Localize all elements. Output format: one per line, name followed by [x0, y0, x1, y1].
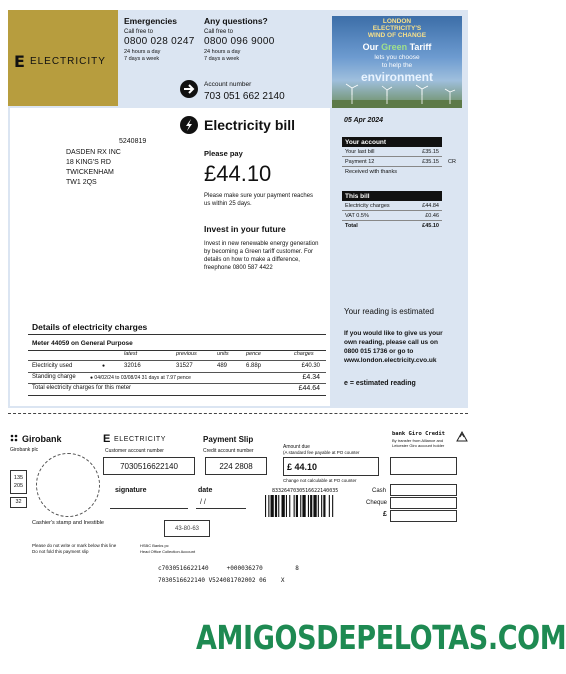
barcode-bar [313, 495, 316, 517]
col-latest: latest [124, 351, 138, 357]
brand-name: ELECTRICITY [29, 56, 106, 67]
amount-note: Change not calculable at PO counter [283, 478, 357, 483]
this-bill-title: This bill [342, 191, 442, 201]
brand-logo-box [8, 10, 118, 106]
sort-code-box: 43-80-63 [164, 520, 210, 537]
date-value: / / [200, 499, 206, 506]
cash-label: Cash [372, 488, 387, 494]
reading-body: If you would like to give us your own reading, please call us on 0800 015 1736 or go to www.london.electricity.cvo.uk [344, 330, 443, 364]
barcode-bar [271, 495, 274, 517]
address-line-2: 18 KING'S RD [66, 159, 111, 166]
please-pay-label: Please pay [204, 149, 243, 158]
details-title: Details of electricity charges [32, 322, 148, 332]
your-account-title: Your account [342, 137, 442, 147]
summary-row: Total £45.10 [345, 222, 439, 229]
brand-logo [14, 52, 106, 71]
summary-row: Your last bill £35.15 [342, 147, 442, 157]
meter-label: Meter 44059 on General Purpose [32, 340, 133, 347]
col-previous: previous [176, 351, 197, 357]
emergencies-title: Emergencies [124, 16, 177, 26]
bill-reference: 5240819 [119, 138, 147, 145]
promo-environment: environment [360, 70, 433, 84]
barcode-bar [289, 495, 290, 517]
reading-title: Your reading is estimated [344, 307, 434, 316]
barcode-bar [302, 495, 305, 517]
barcode-bar [310, 495, 312, 517]
total-charges-value: £44.64 [298, 385, 320, 392]
lightning-icon [180, 116, 198, 134]
payment-slip-title: Payment Slip [203, 435, 254, 444]
standing-charge-detail: ● 04/02/24 to 03/08/24 31 days at 7.97 pence [90, 375, 191, 381]
summary-row: Received with thanks [345, 168, 397, 175]
slip-notes [32, 543, 116, 555]
cashier-stamp-circle [36, 453, 100, 517]
barcode-bar [332, 495, 333, 517]
credit-account-number: 224 2808 [205, 457, 267, 475]
signature-label: signature [115, 487, 147, 494]
tear-line [8, 413, 468, 414]
promo-line-2: ELECTRICITY'S [372, 25, 422, 32]
questions-sub: Call free to [204, 29, 234, 35]
account-number: 703 051 662 2140 [204, 91, 285, 102]
standing-charge-label: Standing charge [32, 374, 76, 380]
barcode-bar [321, 495, 322, 517]
customer-address [66, 148, 121, 188]
slip-note-1: Please do not write or mark below this line [32, 543, 117, 548]
reading-legend: e = estimated reading [344, 380, 416, 387]
hsbc-notes [140, 543, 195, 554]
bank-giro-title: bank Giro Credit [392, 431, 445, 437]
invest-title: Invest in your future [204, 224, 286, 234]
col-units: units [217, 351, 229, 357]
charges-value: £40.30 [301, 363, 320, 369]
barcode-bar [308, 495, 309, 517]
barcode-icon [265, 495, 357, 517]
girobank-mark-icon [10, 434, 20, 444]
electricity-used-label: Electricity used [32, 363, 73, 369]
your-account-summary [342, 137, 456, 176]
signature-line [110, 508, 188, 509]
this-bill-summary [342, 191, 442, 230]
promo-title: Our Green Tariff [362, 42, 432, 52]
girobank-logo [10, 434, 62, 444]
address-line-3: TWICKENHAM [66, 169, 114, 176]
promo-line-3: WIND OF CHANGE [367, 32, 427, 39]
customer-account-number: 7030516622140 [103, 457, 195, 475]
emergencies-block [124, 16, 202, 63]
bank-giro-sub: By transfer from Alliance and Leicester Giro account holder [392, 438, 445, 448]
emergencies-number: 0800 028 0247 [124, 36, 195, 47]
emergencies-hours-1: 24 hours a day [124, 49, 161, 55]
barcode-bar [300, 495, 301, 517]
questions-title: Any questions? [204, 16, 268, 26]
bill-title: Electricity bill [204, 117, 296, 133]
pence-value: 6.88p [246, 363, 262, 369]
summary-row: Electricity charges £44.84 [342, 201, 442, 211]
date-label: date [198, 487, 213, 494]
promo-line-1: LONDON [382, 18, 412, 25]
payment-note: Please make sure your payment reaches us within 25 days. [204, 193, 314, 207]
recycle-icon [455, 431, 469, 445]
amount-due-sub: (A standard fee payable at PO counter [283, 450, 360, 455]
promo-help: to help the [381, 61, 413, 69]
questions-hours-2: 7 days a week [204, 56, 240, 62]
barcode-bar [294, 495, 295, 517]
barcode-bar [323, 495, 325, 517]
barcode-text: 8332647030516622140035 [272, 488, 339, 494]
amount-due-label: Amount due [283, 444, 310, 450]
promo-lets: lets you choose [374, 54, 420, 61]
side-number-32: 32 [10, 497, 27, 508]
barcode-bar [296, 495, 298, 517]
hsbc-line-2: Head Office Collection Account [140, 548, 196, 554]
col-charges: charges [294, 351, 314, 357]
invest-body: Invest in new renewable energy generation by becoming a Green tariff customer. For details on how to make a difference, freephone 0800 587 4422 [204, 241, 319, 271]
pound-label: £ [383, 511, 387, 518]
questions-number: 0800 096 9000 [204, 36, 275, 47]
cheque-field[interactable] [390, 497, 457, 509]
wind-turbines-icon [332, 78, 462, 108]
standing-charge-value: £4.34 [302, 374, 320, 381]
address-line-1: DASDEN RX INC [66, 149, 121, 156]
barcode-bar [282, 495, 285, 517]
micr-line-2: 7030516622140 V524081702002 06 X [158, 577, 285, 584]
barcode-bar [275, 495, 277, 517]
total-charges-label: Total electricity charges for this meter [32, 385, 132, 391]
summary-row: Payment 12 £35.15 CR [342, 157, 442, 167]
barcode-bar [286, 495, 287, 517]
slip-amount: £ 44.10 [283, 457, 379, 476]
questions-block [204, 16, 314, 63]
brand-mark: E [14, 52, 26, 71]
account-label: Account number [204, 81, 252, 88]
date-line [196, 508, 246, 509]
barcode-bar [318, 495, 319, 517]
slip-note-2: Do not fold this payment slip [32, 549, 89, 554]
side-numbers-box: 135 205 [10, 470, 27, 494]
barcode-bar [278, 495, 279, 517]
units-value: 489 [217, 363, 228, 369]
col-pence: pence [246, 351, 261, 357]
cashier-stamp-label: Cashier's stamp and Inestible [32, 520, 104, 526]
estimated-mark: ● [102, 363, 106, 369]
slip-brand-logo: E ELECTRICITY [103, 433, 167, 445]
bill-date: 05 Apr 2024 [344, 117, 384, 124]
arrow-right-icon [180, 80, 198, 98]
green-tariff-promo [332, 16, 462, 108]
emergencies-sub: Call free to [124, 29, 154, 35]
questions-hours-1: 24 hours a day [204, 49, 241, 55]
micr-line-1: c7030516622140 +000036270 8 [158, 565, 299, 572]
barcode-bar [329, 495, 330, 517]
latest-value: 32016 [124, 363, 141, 369]
bank-giro-box [390, 457, 457, 475]
watermark-text: AMIGOSDEPELOTAS.COM [196, 618, 566, 657]
cash-field[interactable] [390, 484, 457, 496]
address-line-4: TW1 2QS [66, 179, 97, 186]
barcode-bar [268, 495, 269, 517]
girobank-sub: Girobank plc [10, 447, 39, 453]
customer-account-label: Customer account number [105, 448, 164, 454]
girobank-name: Girobank [22, 434, 62, 444]
total-field[interactable] [390, 510, 457, 522]
previous-value: 31527 [176, 363, 193, 369]
hsbc-line-1: HSBC Banks pc [140, 543, 169, 548]
amount-due: £44.10 [204, 161, 272, 186]
credit-account-label: Credit account number [203, 448, 254, 454]
emergencies-hours-2: 7 days a week [124, 56, 160, 62]
summary-row: VAT 0.5% £0.46 [342, 211, 442, 221]
cheque-label: Cheque [366, 500, 388, 506]
barcode-bar [265, 495, 266, 517]
